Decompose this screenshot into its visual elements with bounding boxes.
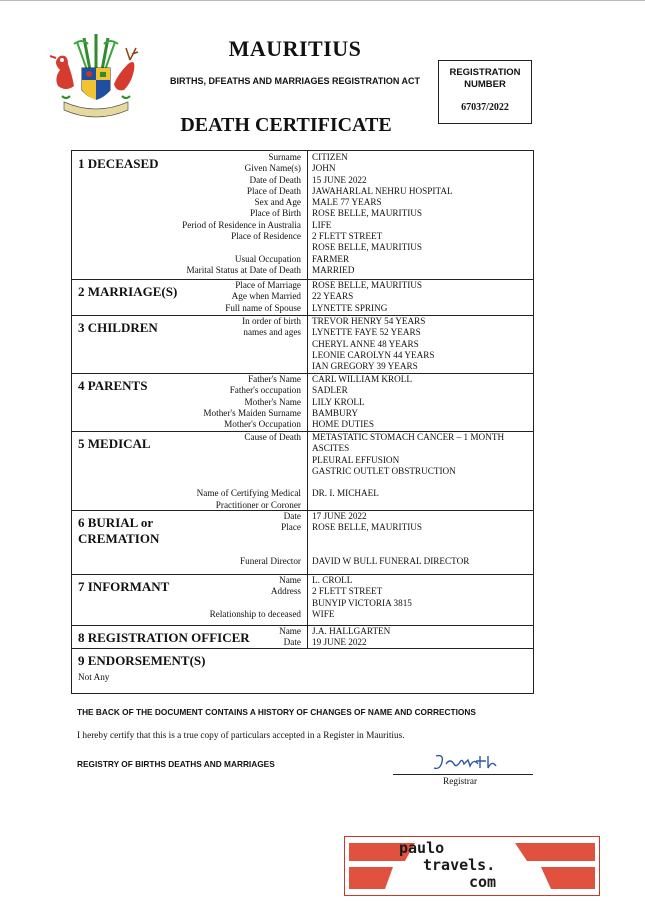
field-value: TREVOR HENRY 54 YEARS	[312, 316, 426, 326]
section-heading: 5 MEDICAL	[78, 436, 151, 451]
field-value: LIFE	[312, 219, 332, 230]
field-label: Date	[283, 511, 301, 521]
field-label: Relationship to deceased	[209, 608, 301, 619]
field-value: SADLER	[312, 385, 348, 396]
field-values	[312, 511, 530, 567]
field-label: Father's Name	[248, 374, 301, 384]
field-label: Practitioner or Coroner	[215, 499, 301, 510]
field-value: WIFE	[312, 608, 335, 619]
act-title: BIRTHS, DFEATHS AND MARRIAGES REGISTRATION ACT	[170, 76, 420, 86]
section-heading: 8 REGISTRATION OFFICER	[78, 630, 250, 645]
field-value: MALE 77 YEARS	[312, 197, 382, 208]
field-label	[152, 455, 301, 466]
section-3	[72, 315, 533, 374]
field-value: DAVID W BULL FUNERAL DIRECTOR	[312, 556, 470, 567]
field-value: LEONIE CAROLYN 44 YEARS	[312, 349, 435, 360]
field-label: Usual Occupation	[234, 253, 301, 264]
field-value: 15 JUNE 2022	[312, 174, 367, 185]
field-label: Name	[279, 575, 301, 585]
field-label	[152, 443, 301, 454]
field-label: Place of Marriage	[235, 280, 301, 290]
field-value: ROSE BELLE, MAURITIUS	[312, 280, 422, 290]
section-8	[72, 625, 533, 649]
field-label: Sex and Age	[254, 197, 301, 208]
field-values	[312, 316, 530, 372]
section-heading: 1 DECEASED	[78, 156, 159, 171]
field-label: Mother's Occupation	[224, 419, 301, 430]
column-divider	[307, 315, 308, 373]
field-label: Mother's Maiden Surname	[203, 407, 301, 418]
field-label	[152, 598, 301, 609]
column-divider	[307, 431, 308, 510]
field-label	[152, 545, 301, 556]
field-values	[312, 374, 530, 430]
field-value: FARMER	[312, 253, 350, 264]
column-divider	[307, 574, 308, 625]
field-labels	[152, 626, 301, 649]
field-label: Name of Certifying Medical	[196, 488, 301, 499]
field-value: 19 JUNE 2022	[312, 637, 367, 648]
registry-name: REGISTRY OF BIRTHS DEATHS AND MARRIAGES	[77, 759, 275, 769]
field-value: J.A. HALLGARTEN	[312, 626, 391, 636]
field-values	[312, 280, 530, 314]
field-value: 22 YEARS	[312, 291, 354, 302]
field-label: Age when Married	[231, 291, 301, 302]
field-label: Address	[270, 586, 301, 597]
document-title: DEATH CERTIFICATE	[180, 114, 392, 136]
field-values	[312, 432, 530, 511]
registration-label: REGISTRATION NUMBER	[449, 67, 521, 90]
field-labels	[152, 511, 301, 567]
field-label	[152, 477, 301, 488]
field-labels	[152, 575, 301, 620]
field-value: L. CROLL	[312, 575, 353, 585]
section-2	[72, 279, 533, 316]
field-value: CARL WILLIAM KROLL	[312, 374, 413, 384]
section-5	[72, 431, 533, 511]
field-label: Mother's Name	[244, 396, 301, 407]
field-value: 2 FLETT STREET	[312, 586, 383, 597]
country-title: MAURITIUS	[228, 36, 362, 61]
section-7	[72, 574, 533, 626]
back-of-document-note: THE BACK OF THE DOCUMENT CONTAINS A HISTORY OF CHANGES OF NAME AND CORRECTIONS	[77, 707, 476, 717]
section-heading: 4 PARENTS	[78, 378, 148, 393]
section-heading: 3 CHILDREN	[78, 320, 158, 335]
field-value: 2 FLETT STREET	[312, 231, 383, 242]
field-label: Period of Residence in Australia	[182, 219, 301, 230]
field-label: In order of birth	[242, 316, 301, 326]
section-heading: 2 MARRIAGE(S)	[78, 284, 178, 299]
field-value	[312, 545, 530, 556]
field-label: Marital Status at Date of Death	[186, 264, 301, 275]
column-divider	[307, 625, 308, 648]
field-value: PLEURAL EFFUSION	[312, 454, 400, 465]
field-value: ROSE BELLE, MAURITIUS	[312, 522, 422, 533]
field-value: HOME DUTIES	[312, 419, 375, 430]
field-values	[312, 626, 530, 649]
field-value: JOHN	[312, 163, 336, 174]
column-divider	[307, 279, 308, 315]
field-value: LYNETTE FAYE 52 YEARS	[312, 327, 421, 338]
section-1	[72, 151, 533, 280]
field-label: Place of Death	[246, 185, 301, 196]
field-value: IAN GREGORY 39 YEARS	[312, 361, 418, 372]
endorsement-note: Not Any	[78, 672, 110, 682]
field-value: METASTATIC STOMACH CANCER – 1 MONTH	[312, 432, 505, 442]
field-label	[152, 350, 301, 361]
field-value: DR. I. MICHAEL	[312, 488, 379, 499]
field-label: Father's occupation	[229, 385, 301, 396]
top-border-line	[0, 0, 645, 1]
column-divider	[307, 373, 308, 431]
field-label	[152, 339, 301, 350]
field-label	[152, 466, 301, 477]
watermark-text: paulo travels. com	[399, 839, 497, 891]
signature-line	[393, 774, 533, 775]
field-label	[152, 242, 301, 253]
field-values	[312, 575, 530, 620]
field-label	[152, 361, 301, 372]
column-divider	[307, 510, 308, 574]
field-value: JAWAHARLAL NEHRU HOSPITAL	[312, 185, 453, 196]
section-heading: 9 ENDORSEMENT(S)	[78, 653, 206, 668]
field-label: Name	[279, 626, 301, 636]
field-label: names and ages	[243, 327, 301, 338]
registration-number-box	[438, 60, 532, 124]
field-value	[312, 477, 530, 488]
field-labels	[152, 374, 301, 430]
field-label: Date of Death	[249, 174, 301, 185]
field-value: CHERYL ANNE 48 YEARS	[312, 338, 419, 349]
column-divider	[307, 151, 308, 279]
section-heading: 6 BURIAL or CREMATION	[78, 515, 160, 546]
field-label: Full name of Spouse	[225, 302, 301, 313]
field-labels	[152, 432, 301, 511]
section-9	[72, 648, 533, 693]
field-value: BAMBURY	[312, 407, 358, 418]
section-6	[72, 510, 533, 575]
field-value	[312, 534, 530, 545]
field-value: ROSE BELLE, MAURITIUS	[312, 242, 422, 253]
field-label: Given Name(s)	[244, 163, 301, 174]
field-value: 17 JUNE 2022	[312, 511, 367, 521]
certificate-table	[71, 150, 534, 694]
watermark-logo	[344, 836, 600, 896]
field-values	[312, 152, 530, 276]
field-label	[152, 534, 301, 545]
field-label: Date	[283, 637, 301, 648]
field-labels	[152, 152, 301, 276]
field-label: Place of Birth	[249, 208, 301, 219]
field-value: GASTRIC OUTLET OBSTRUCTION	[312, 465, 456, 476]
section-4	[72, 373, 533, 432]
coat-of-arms-icon	[44, 30, 148, 126]
field-label: Place of Residence	[231, 231, 301, 242]
field-label: Funeral Director	[240, 556, 301, 567]
field-labels	[152, 316, 301, 372]
field-value: LYNETTE SPRING	[312, 302, 388, 313]
registrar-label: Registrar	[443, 777, 478, 787]
field-label: Place	[281, 522, 301, 533]
section-heading: 7 INFORMANT	[78, 579, 170, 594]
field-value: MARRIED	[312, 264, 355, 275]
field-value: ROSE BELLE, MAURITIUS	[312, 208, 422, 219]
certification-statement: I hereby certify that this is a true copy of particulars accepted in a Register in Mauritius.	[77, 731, 405, 741]
field-label: Cause of Death	[244, 432, 301, 442]
field-label: Surname	[268, 152, 301, 162]
field-value: CITIZEN	[312, 152, 348, 162]
field-value: LILY KROLL	[312, 396, 365, 407]
field-value: ASCITES	[312, 443, 350, 454]
field-value: BUNYIP VICTORIA 3815	[312, 597, 412, 608]
field-labels	[152, 280, 301, 314]
registrar-signature	[430, 752, 500, 774]
registration-number: 67037/2022	[461, 102, 509, 113]
